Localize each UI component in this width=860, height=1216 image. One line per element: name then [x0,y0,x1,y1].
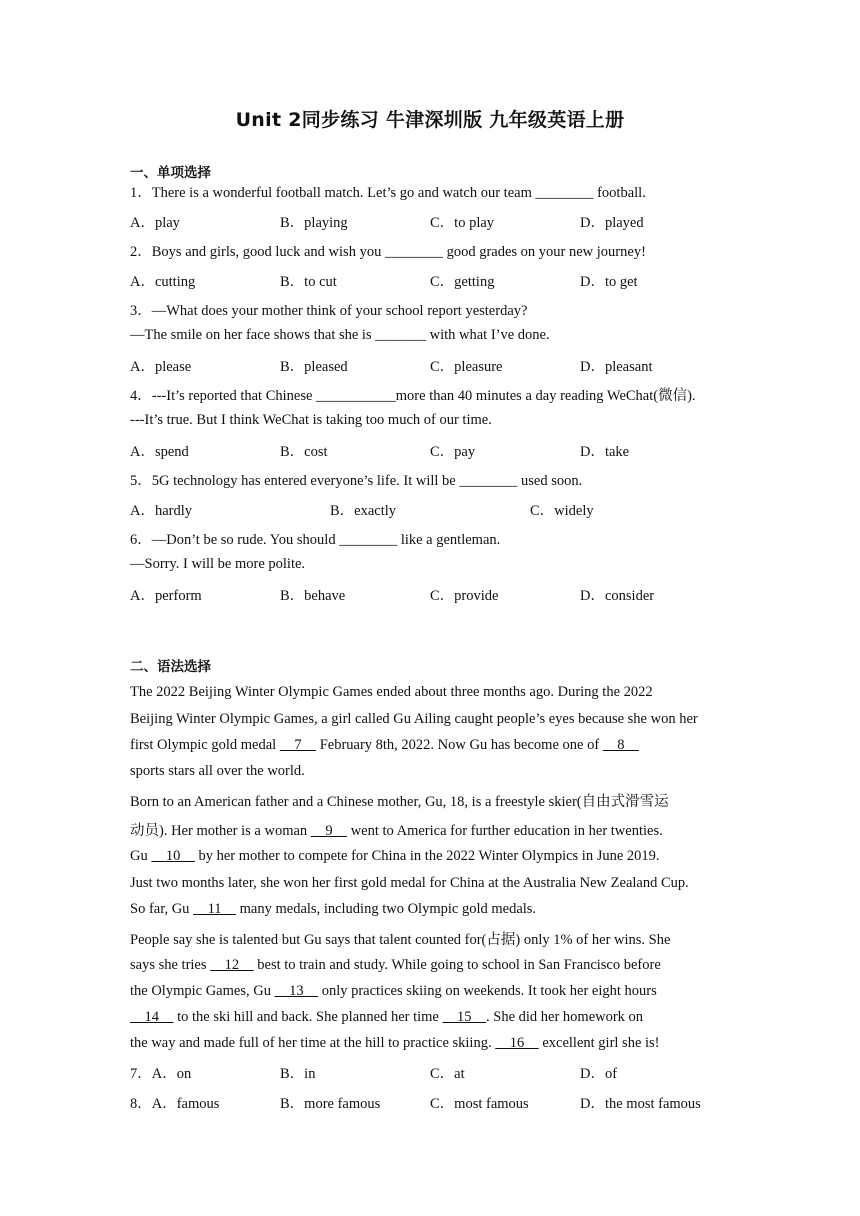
answer-option: B．more famous [280,1096,381,1112]
blank-9: 9 [310,823,348,839]
question-text: 4．---It’s reported that Chinese ___________more than 40 minutes a day reading WeChat(微信). [130,388,696,404]
passage-text: many medals, including two Olympic gold medals. [236,901,537,917]
question-text: 6．—Don’t be so rude. You should ________ like a gentleman. [130,532,501,548]
answer-option: B．cost [280,444,328,460]
passage-line [130,763,305,780]
answer-option: C．to play [430,215,495,231]
passage-line [130,790,669,811]
answer-option: A．please [130,359,192,375]
passage-line [130,1035,660,1052]
question-text: —Sorry. I will be more polite. [130,556,306,572]
blank-15: 15 [442,1009,486,1025]
passage-text: February 8th, 2022. Now Gu has become one of [316,737,603,753]
passage-line [130,711,698,728]
answer-option: D．pleasant [580,359,653,375]
answer-option: A．spend [130,444,189,460]
answer-option: C．widely [530,503,594,519]
passage-text: People say she is talented but Gu says that talent counted for(占据) only 1% of her wins. She [130,932,671,948]
answer-option: A．play [130,215,180,231]
answer-option: D．of [580,1066,618,1082]
answer-option: C．at [430,1066,465,1082]
passage-text: the Olympic Games, Gu [130,983,275,999]
answer-option: B．to cut [280,274,337,290]
answer-option: D．to get [580,274,638,290]
answer-option: D．consider [580,588,655,604]
blank-10: 10 [151,848,195,864]
page-title: Unit 2同步练习 牛津深圳版 九年级英语上册 [235,109,625,131]
passage-text: by her mother to compete for China in the 2022 Winter Olympics in June 2019. [194,848,660,864]
section-heading: 二、语法选择 [130,659,211,675]
passage-text: So far, Gu [130,901,194,917]
passage-line [130,819,663,840]
blank-16: 16 [495,1035,539,1051]
passage-text: only practices skiing on weekends. It took her eight hours [318,983,657,999]
blank-12: 12 [210,957,254,973]
answer-option: B．playing [280,215,348,231]
blank-7: 7 [279,737,317,753]
answer-option: B．in [280,1066,316,1082]
passage-text: went to America for further education in her twenties. [347,823,663,839]
answer-option: D．played [580,215,644,231]
passage-text: Gu [130,848,152,864]
passage-text: Beijing Winter Olympic Games, a girl called Gu Ailing caught people’s eyes because she won her [130,711,698,727]
answer-option: D．the most famous [580,1096,701,1112]
answer-option: B．pleased [280,359,348,375]
answer-option: C．pleasure [430,359,503,375]
answer-option: 7．A．on [130,1066,192,1082]
answer-option: B．behave [280,588,346,604]
passage-line [130,957,661,974]
passage-text: Just two months later, she won her first gold medal for China at the Australia New Zealand Cup. [130,875,689,891]
blank-8: 8 [602,737,640,753]
passage-line [130,928,670,949]
answer-option: C．pay [430,444,476,460]
answer-option: A．hardly [130,503,193,519]
passage-text: best to train and study. While going to school in San Francisco before [253,957,661,973]
passage-text: 动员). Her mother is a woman [130,823,311,839]
answer-option: C．getting [430,274,495,290]
question-text: 3．—What does your mother think of your school report yesterday? [130,303,528,319]
passage-text: The 2022 Beijing Winter Olympic Games ended about three months ago. During the 2022 [130,684,653,700]
passage-line [130,901,536,918]
question-text: 2．Boys and girls, good luck and wish you ________ good grades on your new journey! [130,244,646,260]
passage-line [130,737,639,754]
passage-line [130,684,653,701]
answer-option: A．cutting [130,274,196,290]
passage-line [130,875,689,892]
question-text: 5．5G technology has entered everyone’s life. It will be ________ used soon. [130,473,583,489]
question-text: 1．There is a wonderful football match. Let’s go and watch our team ________ football. [130,185,646,201]
passage-text: the way and made full of her time at the hill to practice skiing. [130,1035,496,1051]
passage-text: . She did her homework on [486,1009,644,1025]
answer-option: D．take [580,444,630,460]
answer-option: A．perform [130,588,202,604]
answer-option: C．provide [430,588,499,604]
passage-line [130,848,660,865]
passage-text: sports stars all over the world. [130,763,305,779]
passage-line [130,983,657,1000]
blank-13: 13 [274,983,319,999]
passage-line [130,1009,643,1026]
section-heading: 一、单项选择 [130,165,211,181]
answer-option: B．exactly [330,503,397,519]
passage-text: first Olympic gold medal [130,737,280,753]
passage-text: excellent girl she is! [538,1035,660,1051]
passage-text: Born to an American father and a Chinese mother, Gu, 18, is a freestyle skier(自由式滑雪运 [130,794,669,810]
answer-option: C．most famous [430,1096,529,1112]
blank-14: 14 [130,1009,174,1025]
passage-text: says she tries [130,957,211,973]
question-text: ---It’s true. But I think WeChat is taking too much of our time. [130,412,492,428]
blank-11: 11 [193,901,237,917]
answer-option: 8．A．famous [130,1096,220,1112]
passage-text: to the ski hill and back. She planned her time [173,1009,443,1025]
question-text: —The smile on her face shows that she is _______ with what I’ve done. [130,327,550,343]
